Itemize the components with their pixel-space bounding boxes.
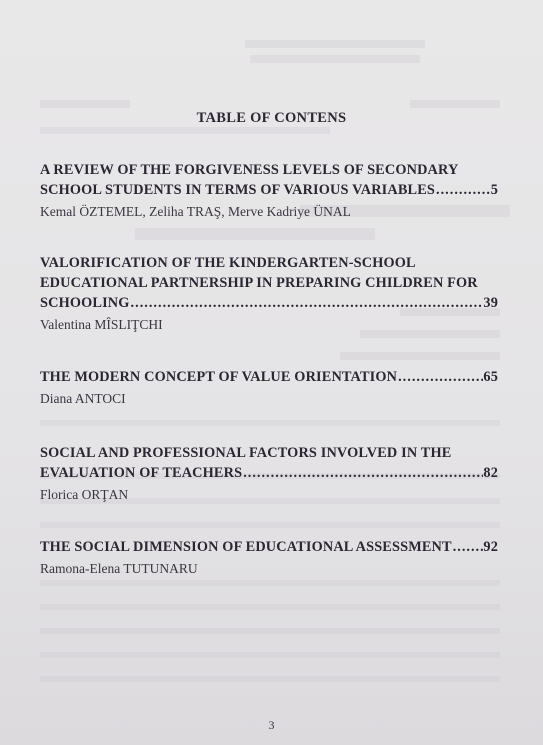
entry-title-line: VALORIFICATION OF THE KINDERGARTEN-SCHOOL — [40, 255, 416, 271]
entry-title[interactable] — [40, 537, 498, 557]
entry-title[interactable] — [40, 443, 498, 483]
leader-dots — [242, 463, 483, 483]
entry-title-line: EDUCATIONAL PARTNERSHIP IN PREPARING CHILDREN FOR — [40, 275, 478, 291]
entry-title-line: SOCIAL AND PROFESSIONAL FACTORS INVOLVED IN THE — [40, 445, 452, 461]
toc-entry[interactable] — [40, 160, 498, 221]
entry-authors: Ramona-Elena TUTUNARU — [40, 561, 198, 576]
entry-authors: Florica ORŢAN — [40, 487, 129, 502]
entry-title[interactable] — [40, 367, 498, 387]
entry-page-number: 39 — [483, 295, 498, 311]
entry-title-line: THE MODERN CONCEPT OF VALUE ORIENTATION — [40, 369, 398, 385]
leader-dots — [130, 293, 484, 313]
entry-page-number: 5 — [490, 182, 498, 198]
entry-title-line: EVALUATION OF TEACHERS — [40, 465, 243, 481]
leader-dots — [435, 180, 491, 200]
entry-page-number: 92 — [483, 539, 498, 555]
toc-entry[interactable] — [40, 367, 498, 408]
entry-title[interactable] — [40, 160, 498, 200]
entry-title[interactable] — [40, 253, 498, 313]
entry-page-number: 82 — [483, 465, 498, 481]
leader-dots — [397, 367, 483, 387]
entry-authors: Diana ANTOCI — [40, 391, 126, 406]
entry-title-line: SCHOOLING — [40, 295, 130, 311]
entry-title-line: A REVIEW OF THE FORGIVENESS LEVELS OF SECONDARY — [40, 162, 459, 178]
entry-authors: Kemal ÖZTEMEL, Zeliha TRAŞ, Merve Kadriye ÜNAL — [40, 204, 351, 219]
page-number: 3 — [268, 718, 275, 732]
entry-authors: Valentina MÎSLIŢCHI — [40, 317, 163, 332]
leader-dots — [452, 537, 484, 557]
toc-entry[interactable] — [40, 537, 498, 578]
entry-page-number: 65 — [483, 369, 498, 385]
entry-title-line: SCHOOL STUDENTS IN TERMS OF VARIOUS VARIABLES — [40, 182, 436, 198]
entry-title-line: THE SOCIAL DIMENSION OF EDUCATIONAL ASSESSMENT — [40, 539, 452, 555]
toc-entry[interactable] — [40, 253, 498, 334]
toc-entry[interactable] — [40, 443, 498, 504]
toc-title: TABLE OF CONTENS — [196, 110, 347, 126]
